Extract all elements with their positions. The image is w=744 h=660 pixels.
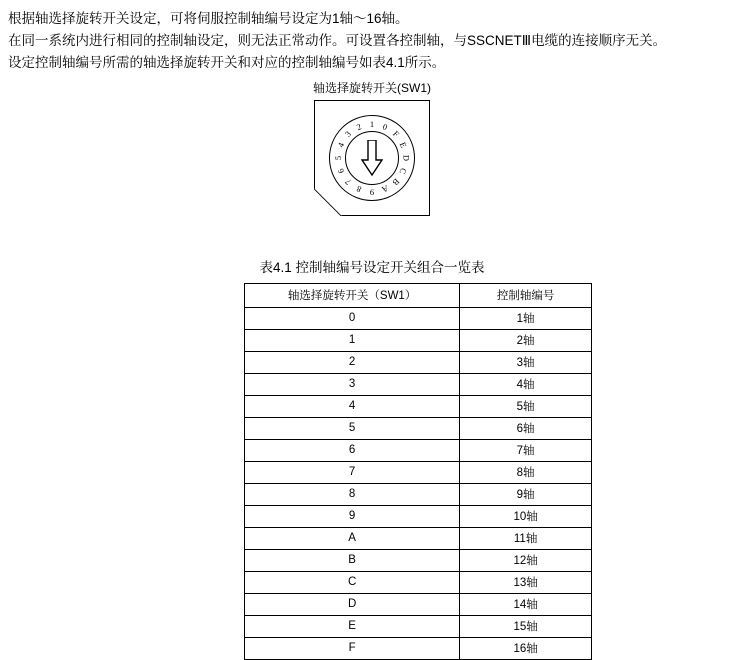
- axis-number-table-wrap: [244, 283, 592, 660]
- cell-axis-number: 14轴: [460, 594, 592, 616]
- cell-axis-number: 8轴: [460, 462, 592, 484]
- cell-switch-value: F: [245, 638, 460, 660]
- dial-tick-5: 5: [332, 155, 343, 161]
- table-row: [245, 308, 592, 330]
- table-row: [245, 528, 592, 550]
- table-row: [245, 638, 592, 660]
- cell-switch-value: 2: [245, 352, 460, 374]
- cell-axis-number: 9轴: [460, 484, 592, 506]
- table-row: [245, 594, 592, 616]
- cell-switch-value: D: [245, 594, 460, 616]
- table-row: [245, 506, 592, 528]
- cell-axis-number: 1轴: [460, 308, 592, 330]
- cell-axis-number: 13轴: [460, 572, 592, 594]
- cell-switch-value: E: [245, 616, 460, 638]
- cell-switch-value: C: [245, 572, 460, 594]
- table-row: [245, 440, 592, 462]
- dial-tick-D: D: [401, 154, 412, 162]
- rotary-switch-figure: [0, 80, 744, 216]
- down-arrow-icon: [361, 140, 383, 181]
- header-axis: 控制轴编号: [460, 284, 592, 308]
- cell-axis-number: 12轴: [460, 550, 592, 572]
- cell-switch-value: 4: [245, 396, 460, 418]
- dial-tick-2: 2: [355, 120, 363, 132]
- cell-switch-value: 5: [245, 418, 460, 440]
- cell-axis-number: 7轴: [460, 440, 592, 462]
- dial-tick-0: 0: [381, 120, 389, 132]
- figure-caption: 轴选择旋转开关(SW1): [313, 81, 431, 95]
- intro-line-2: 在同一系统内进行相同的控制轴设定，则无法正常动作。可设置各控制轴，与SSCNETⅢ电缆的连接顺序无关。: [8, 33, 667, 48]
- cell-axis-number: 3轴: [460, 352, 592, 374]
- cell-axis-number: 2轴: [460, 330, 592, 352]
- cell-switch-value: 3: [245, 374, 460, 396]
- axis-number-table: [244, 283, 592, 660]
- table-header-row: [245, 284, 592, 308]
- dial-tick-E: E: [398, 140, 410, 150]
- intro-line-1: 根据轴选择旋转开关设定，可将伺服控制轴编号设定为1轴～16轴。: [8, 11, 409, 26]
- rotary-switch-body: [314, 100, 430, 216]
- dial-tick-8: 8: [355, 184, 363, 196]
- cell-axis-number: 11轴: [460, 528, 592, 550]
- cell-switch-value: 8: [245, 484, 460, 506]
- dial-tick-1: 1: [369, 118, 375, 129]
- dial-tick-A: A: [380, 183, 390, 196]
- intro-paragraph: [8, 8, 738, 74]
- table-row: [245, 462, 592, 484]
- cell-switch-value: 1: [245, 330, 460, 352]
- table-row: [245, 374, 592, 396]
- cell-axis-number: 15轴: [460, 616, 592, 638]
- table-row: [245, 418, 592, 440]
- table-row: [245, 484, 592, 506]
- dial-tick-9: 9: [369, 187, 375, 198]
- dial-tick-4: 4: [334, 141, 346, 149]
- dial-tick-7: 7: [342, 177, 353, 188]
- table-row: [245, 352, 592, 374]
- dial-tick-C: C: [397, 166, 410, 176]
- cell-switch-value: 7: [245, 462, 460, 484]
- table-row: [245, 330, 592, 352]
- table-title: 表4.1 控制轴编号设定开关组合一览表: [259, 260, 485, 275]
- dial-tick-3: 3: [342, 128, 353, 139]
- cell-switch-value: 0: [245, 308, 460, 330]
- cell-axis-number: 5轴: [460, 396, 592, 418]
- intro-line-3: 设定控制轴编号所需的轴选择旋转开关和对应的控制轴编号如表4.1所示。: [8, 55, 446, 70]
- cell-axis-number: 10轴: [460, 506, 592, 528]
- cell-switch-value: B: [245, 550, 460, 572]
- cell-switch-value: 6: [245, 440, 460, 462]
- dial-tick-6: 6: [334, 167, 346, 175]
- table-row: [245, 616, 592, 638]
- cell-axis-number: 4轴: [460, 374, 592, 396]
- dial-tick-F: F: [390, 128, 402, 140]
- table-row: [245, 396, 592, 418]
- table-row: [245, 572, 592, 594]
- table-row: [245, 550, 592, 572]
- dial-tick-B: B: [390, 176, 402, 188]
- cell-switch-value: A: [245, 528, 460, 550]
- cell-switch-value: 9: [245, 506, 460, 528]
- table-body: [245, 308, 592, 660]
- cell-axis-number: 6轴: [460, 418, 592, 440]
- corner-chamfer: [314, 188, 342, 216]
- header-switch: 轴选择旋转开关（SW1）: [245, 284, 460, 308]
- cell-axis-number: 16轴: [460, 638, 592, 660]
